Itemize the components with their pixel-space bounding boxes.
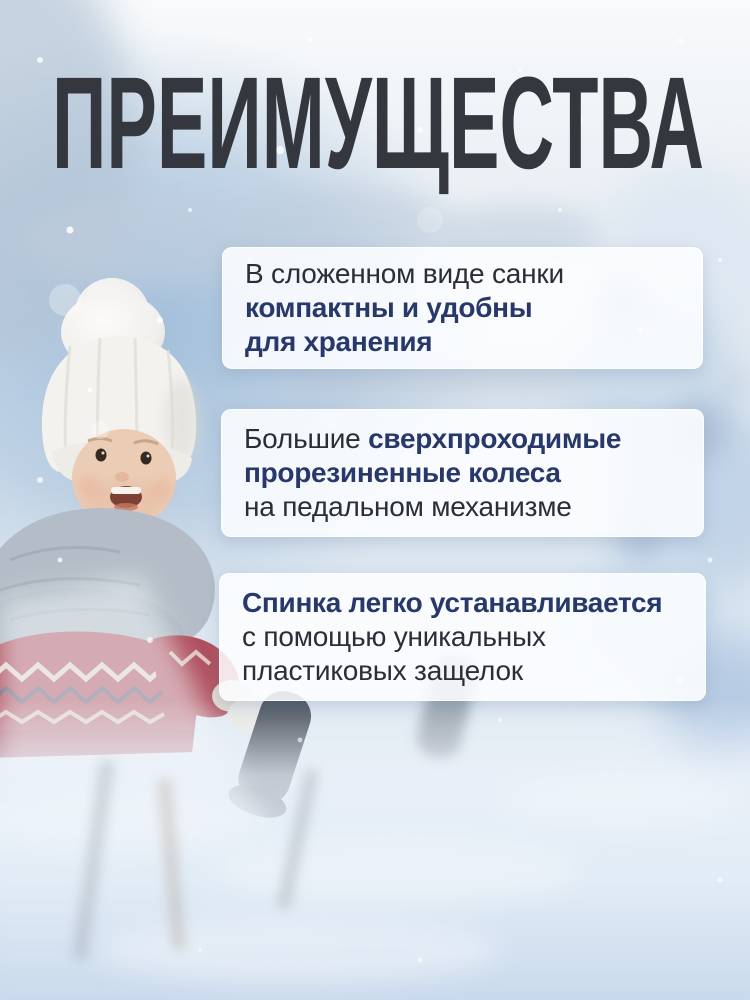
text-segment: В сложенном виде санки <box>245 258 564 289</box>
right-eye <box>141 452 152 465</box>
card-line <box>245 291 684 325</box>
text-segment: для хранения <box>245 326 433 357</box>
text-segment: прорезиненные колеса <box>244 457 561 488</box>
text-segment: на педальном механизме <box>244 491 572 522</box>
card-line <box>245 325 684 359</box>
card-line <box>244 490 685 524</box>
card-line <box>244 456 685 490</box>
page-title: ПРЕИМУЩЕСТВА <box>52 49 704 196</box>
advantage-card-2 <box>221 409 704 537</box>
card-line <box>242 654 687 688</box>
card-line <box>245 257 684 291</box>
card-line <box>242 620 687 654</box>
advantage-card-3 <box>219 573 706 701</box>
smiling-mouth <box>110 486 142 511</box>
left-eye <box>96 449 107 462</box>
advantage-card-1 <box>222 247 703 369</box>
nose <box>115 472 129 482</box>
card-line <box>244 422 685 456</box>
text-segment: пластиковых защелок <box>242 655 523 686</box>
text-segment: сверхпроходимые <box>368 423 622 454</box>
text-segment: Спинка легко устанавливается <box>242 587 663 618</box>
card-line <box>242 586 687 620</box>
text-segment: Большие <box>244 423 369 454</box>
text-segment: с помощью уникальных <box>242 621 546 652</box>
text-segment: компактны и удобны <box>245 292 533 323</box>
